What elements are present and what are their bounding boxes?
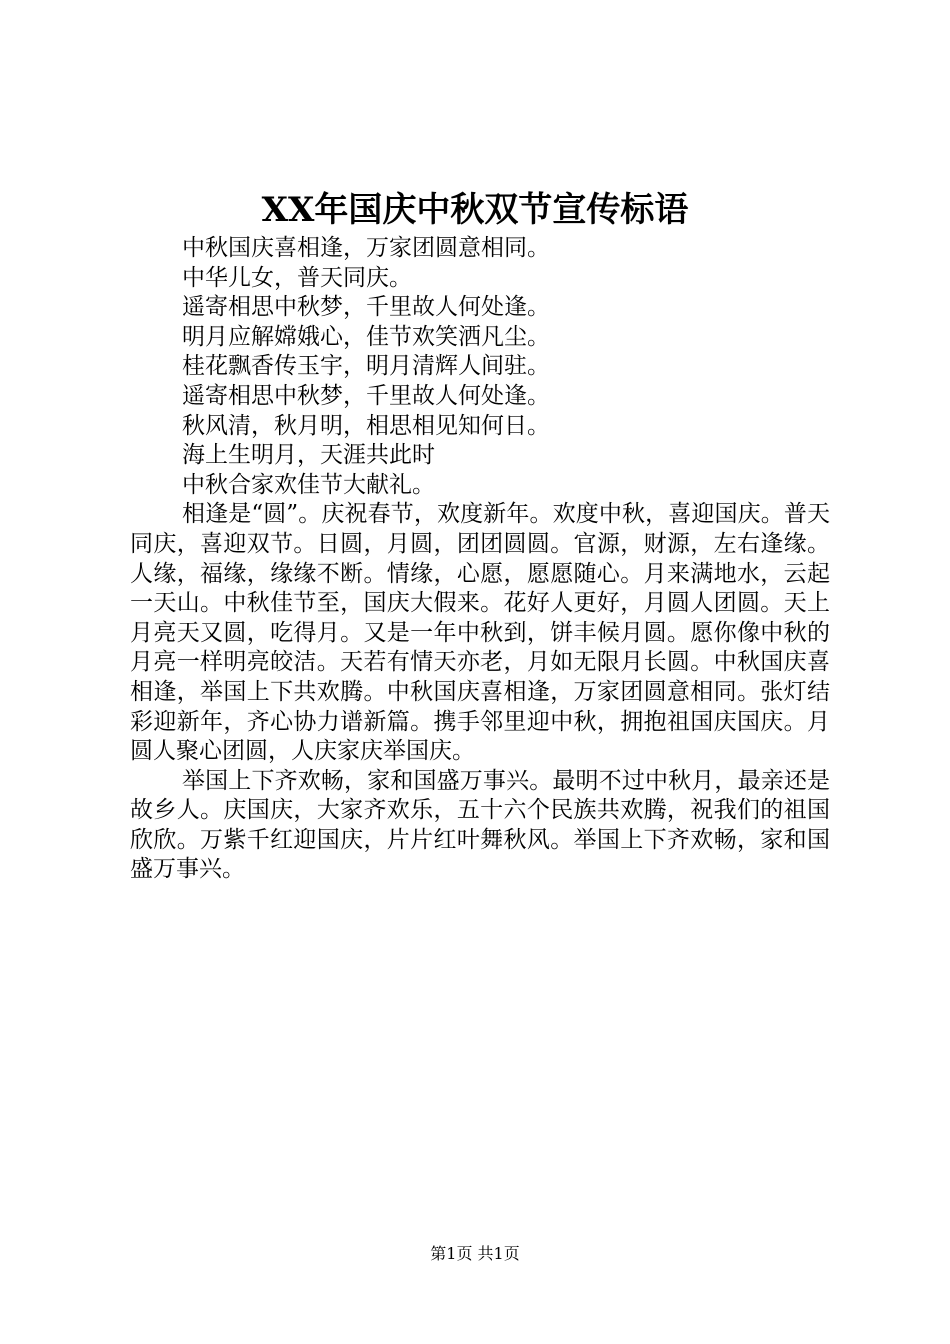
document-body bbox=[130, 234, 830, 885]
slogan-line: 海上生明月，天涯共此时 bbox=[182, 442, 435, 469]
slogan-line: 遥寄相思中秋梦，千里故人何处逢。 bbox=[182, 382, 550, 409]
slogan-line: 遥寄相思中秋梦，千里故人何处逢。 bbox=[182, 294, 550, 321]
slogan-line: 明月应解嫦娥心，佳节欢笑洒凡尘。 bbox=[182, 323, 550, 350]
document-title: XX年国庆中秋双节宣传标语 bbox=[261, 190, 689, 230]
slogan-line: 中华儿女，普天同庆。 bbox=[182, 264, 412, 291]
slogan-line: 中秋合家欢佳节大献礼。 bbox=[182, 471, 435, 498]
slogan-line: 中秋国庆喜相逢，万家团圆意相同。 bbox=[182, 235, 550, 261]
slogan-line: 秋风清，秋月明，相思相见知何日。 bbox=[182, 412, 550, 439]
slogan-line: 桂花飘香传玉宇，明月清辉人间驻。 bbox=[182, 353, 550, 380]
body-paragraph: 举国上下齐欢畅，家和国盛万事兴。最明不过中秋月，最亲还是故乡人。庆国庆，大家齐欢乐，五十六个民族共欢腾，祝我们的祖国欣欣。万紫千红迎国庆，片片红叶舞秋风。举国上下齐欢畅，家和国盛万事兴。 bbox=[130, 767, 830, 883]
body-paragraph: 相逢是“圆”。庆祝春节，欢度新年。欢度中秋，喜迎国庆。普天同庆，喜迎双节。日圆，月圆，团团圆圆。官源，财源，左右逢缘。人缘，福缘，缘缘不断。情缘，心愿，愿愿随心。月来满地水，云起一天山。中秋佳节至，国庆大假来。花好人更好，月圆人团圆。天上月亮天又圆，吃得月。又是一年中秋到，饼丰候月圆。愿你像中秋的月亮一样明亮皎洁。天若有情天亦老，月如无限月长圆。中秋国庆喜相逢，举国上下共欢腾。中秋国庆喜相逢，万家团圆意相同。张灯结彩迎新年，齐心协力谱新篇。携手邻里迎中秋，拥抱祖国庆国庆。月圆人聚心团圆，人庆家庆举国庆。 bbox=[130, 501, 830, 765]
page-footer: 第1页 共1页 bbox=[430, 1244, 520, 1263]
